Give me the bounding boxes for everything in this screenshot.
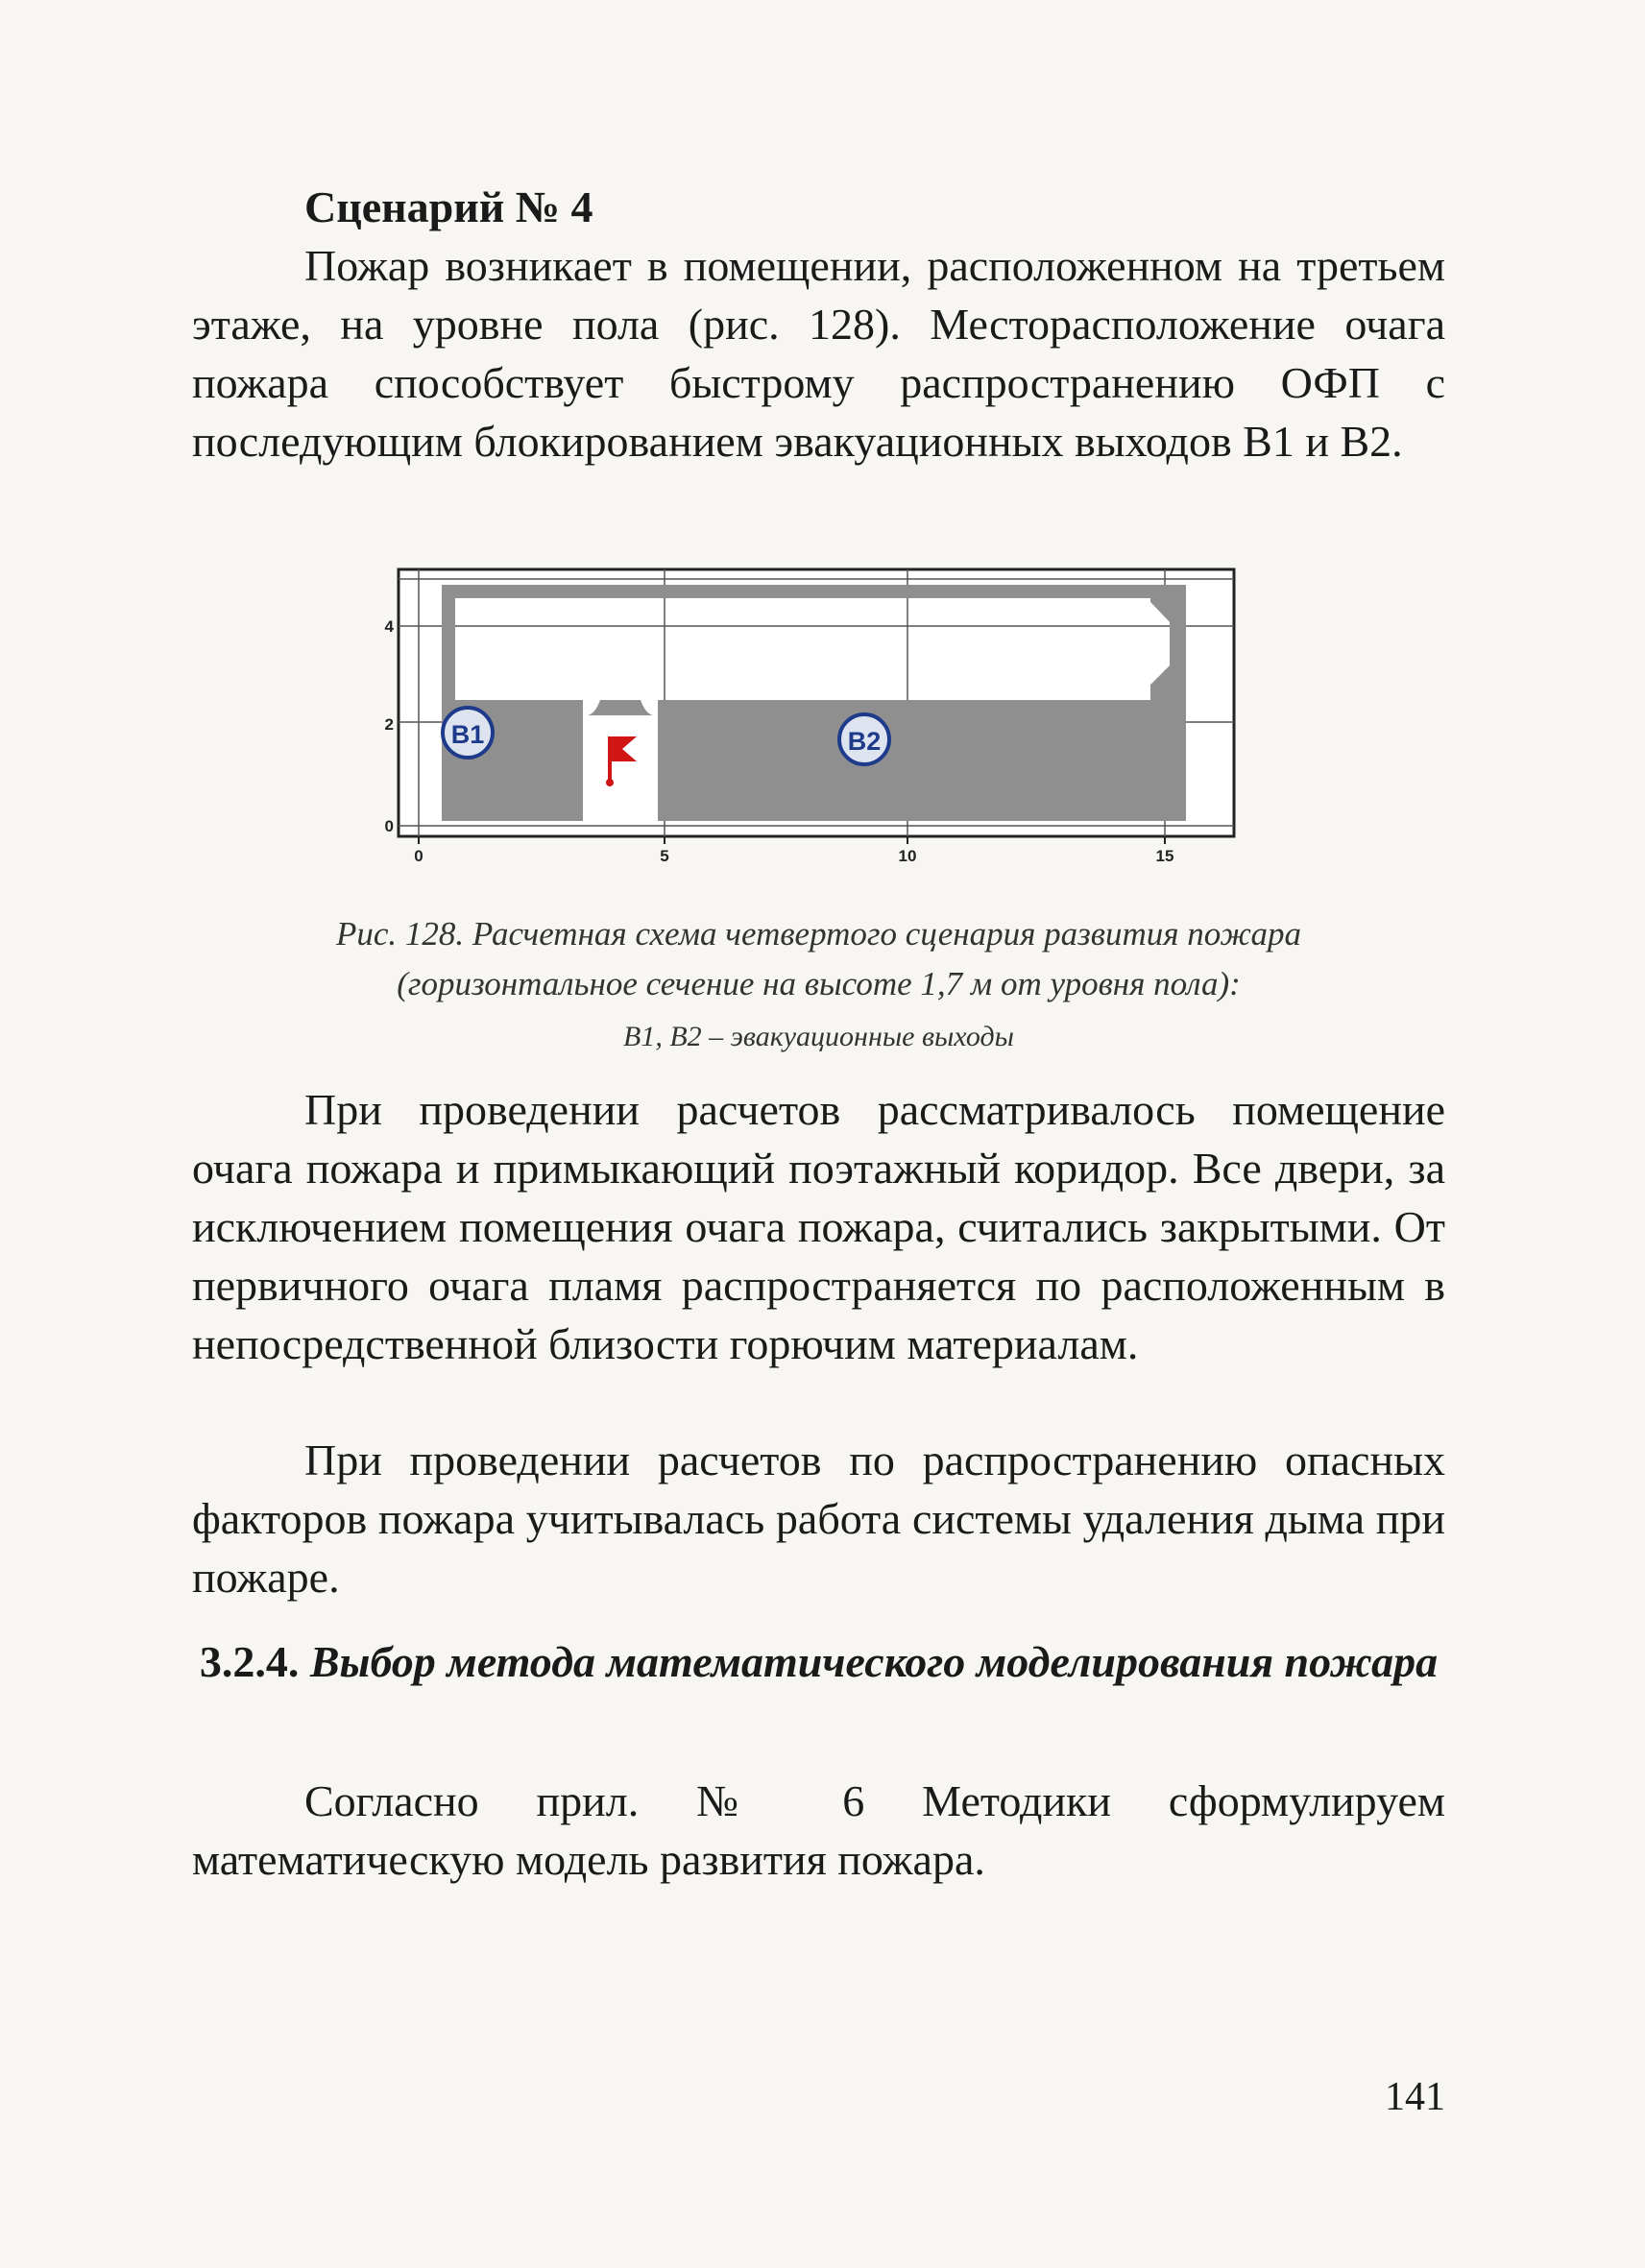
figure-caption-legend: В1, В2 – эвакуационные выходы bbox=[623, 1021, 1014, 1052]
paragraph-text: При проведении расчетов рассматривалось помещение очага пожара и примыкающий поэтажный коридор. Все двери, за исключением помещения очага пожара, считались закрытыми. От первичного очага пламя распространяется по расположенным в непосредственной близости горючим материалам. bbox=[192, 1085, 1445, 1368]
scenario-diagram bbox=[365, 562, 1268, 879]
page-number: 141 bbox=[1385, 2075, 1445, 2119]
exit-b2-marker bbox=[839, 714, 889, 764]
paragraph-text: Пожар возникает в помещении, расположенном на третьем этаже, на уровне пола (рис. 128). Месторасположение очага пожара способствует быстрому распространению ОФП с последующим блокированием эвакуационных выходов В1 и В2. bbox=[192, 241, 1445, 466]
exit-b1-label: B1 bbox=[450, 720, 485, 749]
fire-room bbox=[583, 715, 658, 821]
x-tick-label: 5 bbox=[660, 847, 669, 865]
paragraph-smoke-system bbox=[192, 1431, 1445, 1606]
paragraph-fire-origin bbox=[192, 236, 1445, 470]
y-tick-label: 4 bbox=[384, 617, 394, 636]
figure-caption bbox=[192, 909, 1445, 1009]
section-title: Выбор метода математического моделирования пожара bbox=[309, 1637, 1439, 1686]
section-heading bbox=[192, 1632, 1445, 1691]
paragraph-text: При проведении расчетов по распространению опасных факторов пожара учитывалась работа системы удаления дыма при пожаре. bbox=[192, 1436, 1445, 1602]
x-tick-label: 0 bbox=[414, 847, 423, 865]
y-tick-label: 2 bbox=[384, 715, 394, 734]
corridor-area bbox=[455, 598, 1170, 700]
exit-b1-marker bbox=[443, 708, 493, 758]
scenario-heading: Сценарий № 4 bbox=[304, 182, 593, 231]
caption-line: Рис. 128. Расчетная схема четвертого сценария развития пожара bbox=[335, 915, 1301, 953]
x-tick-label: 10 bbox=[898, 847, 917, 865]
floor-plan-svg bbox=[365, 562, 1268, 879]
exit-b2-label: B2 bbox=[847, 727, 882, 756]
paragraph-model bbox=[192, 1772, 1445, 1889]
paragraph-text: Согласно прил. № 6 Методики сформулируем математическую модель развития пожара. bbox=[192, 1776, 1445, 1884]
x-tick-label: 15 bbox=[1155, 847, 1174, 865]
paragraph-calc-scope bbox=[192, 1080, 1445, 1373]
section-number: 3.2.4. bbox=[199, 1637, 300, 1686]
caption-line: (горизонтальное сечение на высоте 1,7 м от уровня пола): bbox=[397, 965, 1241, 1002]
y-tick-label: 0 bbox=[384, 817, 394, 835]
